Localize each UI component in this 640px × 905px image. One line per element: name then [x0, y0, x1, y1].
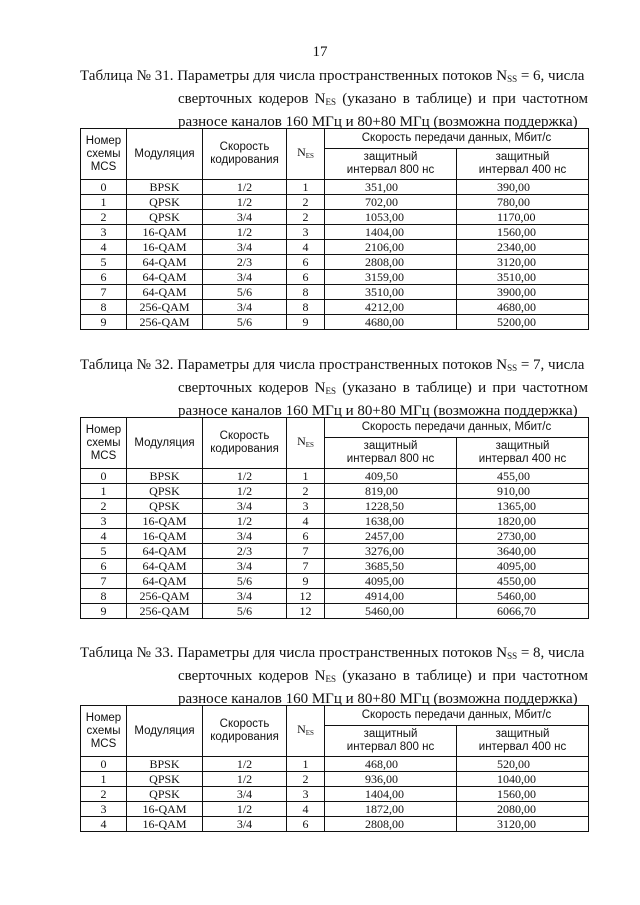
- modulation-cell: 16-QAM: [127, 514, 203, 529]
- coding-rate-cell: 1/2: [203, 195, 287, 210]
- coding-rate-cell: 3/4: [203, 787, 287, 802]
- coding-rate-cell: 1/2: [203, 802, 287, 817]
- nes-cell: 1: [287, 469, 325, 484]
- modulation-cell: 256-QAM: [127, 300, 203, 315]
- table-row: [81, 195, 589, 210]
- nes-cell: 12: [287, 589, 325, 604]
- header-modulation: Модуляция: [127, 706, 203, 757]
- header-gi-400: защитный интервал 400 нс: [457, 438, 589, 469]
- rate-800ns-cell: 4680,00: [325, 315, 457, 330]
- coding-rate-cell: 1/2: [203, 469, 287, 484]
- rate-800ns-cell: 3510,00: [325, 285, 457, 300]
- mcs-cell: 5: [81, 255, 127, 270]
- mcs-cell: 0: [81, 180, 127, 195]
- nes-cell: 4: [287, 802, 325, 817]
- header-nes: $N_{ES}$: [287, 418, 325, 469]
- coding-rate-cell: 3/4: [203, 589, 287, 604]
- table-row: [81, 604, 589, 619]
- table-row: [81, 270, 589, 285]
- header-coding-rate: Скорость кодирования: [203, 129, 287, 180]
- rate-400ns-cell: 2340,00: [457, 240, 589, 255]
- coding-rate-cell: 5/6: [203, 315, 287, 330]
- rate-400ns-cell: 5200,00: [457, 315, 589, 330]
- modulation-cell: 64-QAM: [127, 544, 203, 559]
- header-mcs: Номер схемы MCS: [81, 706, 127, 757]
- rate-400ns-cell: 3120,00: [457, 255, 589, 270]
- coding-rate-cell: 2/3: [203, 544, 287, 559]
- coding-rate-cell: 1/2: [203, 514, 287, 529]
- mcs-cell: 9: [81, 604, 127, 619]
- rate-400ns-cell: 910,00: [457, 484, 589, 499]
- rate-800ns-cell: 1404,00: [325, 225, 457, 240]
- nes-cell: 9: [287, 574, 325, 589]
- rate-800ns-cell: 702,00: [325, 195, 457, 210]
- modulation-cell: QPSK: [127, 772, 203, 787]
- rate-800ns-cell: 5460,00: [325, 604, 457, 619]
- header-modulation: Модуляция: [127, 418, 203, 469]
- modulation-cell: 16-QAM: [127, 225, 203, 240]
- modulation-cell: 256-QAM: [127, 315, 203, 330]
- mcs-cell: 2: [81, 499, 127, 514]
- modulation-cell: 64-QAM: [127, 574, 203, 589]
- table-row: [81, 772, 589, 787]
- coding-rate-cell: 1/2: [203, 180, 287, 195]
- rate-400ns-cell: 780,00: [457, 195, 589, 210]
- rate-800ns-cell: 1638,00: [325, 514, 457, 529]
- nes-cell: 12: [287, 604, 325, 619]
- rate-400ns-cell: 520,00: [457, 757, 589, 772]
- table-caption: Таблица № 32. Параметры для числа пространственных потоков $N_{SS} = 7$, числа сверточных кодеров $N_{ES}$ (указано в таблице) и при частотном разносе каналов 160 МГц и 80+80 МГц (возможна поддержка): [80, 357, 588, 419]
- table-row: [81, 300, 589, 315]
- rate-800ns-cell: 1053,00: [325, 210, 457, 225]
- mcs-cell: 8: [81, 589, 127, 604]
- mcs-cell: 3: [81, 802, 127, 817]
- modulation-cell: QPSK: [127, 210, 203, 225]
- header-nes: $N_{ES}$: [287, 129, 325, 180]
- nes-cell: 1: [287, 180, 325, 195]
- modulation-cell: 16-QAM: [127, 240, 203, 255]
- nes-cell: 8: [287, 300, 325, 315]
- data-rate-table: [80, 128, 589, 330]
- header-modulation: Модуляция: [127, 129, 203, 180]
- rate-800ns-cell: 2808,00: [325, 255, 457, 270]
- coding-rate-cell: 3/4: [203, 559, 287, 574]
- table-row: [81, 255, 589, 270]
- mcs-cell: 8: [81, 300, 127, 315]
- page-number: 17: [312, 44, 328, 60]
- header-mcs: Номер схемы MCS: [81, 129, 127, 180]
- nes-cell: 9: [287, 315, 325, 330]
- header-data-rate: Скорость передачи данных, Мбит/с: [325, 418, 589, 438]
- nes-cell: 6: [287, 529, 325, 544]
- data-rate-table: [80, 417, 589, 619]
- rate-400ns-cell: 3120,00: [457, 817, 589, 832]
- mcs-cell: 6: [81, 559, 127, 574]
- header-coding-rate: Скорость кодирования: [203, 706, 287, 757]
- header-data-rate: Скорость передачи данных, Мбит/с: [325, 706, 589, 726]
- coding-rate-cell: 5/6: [203, 604, 287, 619]
- mcs-cell: 7: [81, 574, 127, 589]
- rate-400ns-cell: 5460,00: [457, 589, 589, 604]
- mcs-cell: 1: [81, 195, 127, 210]
- rate-400ns-cell: 3900,00: [457, 285, 589, 300]
- coding-rate-cell: 1/2: [203, 772, 287, 787]
- rate-800ns-cell: 819,00: [325, 484, 457, 499]
- mcs-cell: 3: [81, 514, 127, 529]
- header-mcs: Номер схемы MCS: [81, 418, 127, 469]
- table-row: [81, 469, 589, 484]
- rate-800ns-cell: 409,50: [325, 469, 457, 484]
- modulation-cell: 256-QAM: [127, 589, 203, 604]
- rate-400ns-cell: 1560,00: [457, 225, 589, 240]
- table-row: [81, 225, 589, 240]
- modulation-cell: 64-QAM: [127, 255, 203, 270]
- nes-cell: 2: [287, 484, 325, 499]
- rate-400ns-cell: 455,00: [457, 469, 589, 484]
- nes-cell: 6: [287, 817, 325, 832]
- table-caption: Таблица № 33. Параметры для числа пространственных потоков $N_{SS} = 8$, числа сверточных кодеров $N_{ES}$ (указано в таблице) и при частотном разносе каналов 160 МГц и 80+80 МГц (возможна поддержка): [80, 645, 588, 707]
- modulation-cell: 64-QAM: [127, 270, 203, 285]
- rate-800ns-cell: 1404,00: [325, 787, 457, 802]
- table-row: [81, 514, 589, 529]
- table-row: [81, 559, 589, 574]
- rate-400ns-cell: 2730,00: [457, 529, 589, 544]
- table-row: [81, 529, 589, 544]
- coding-rate-cell: 3/4: [203, 499, 287, 514]
- rate-800ns-cell: 2106,00: [325, 240, 457, 255]
- modulation-cell: QPSK: [127, 787, 203, 802]
- mcs-cell: 2: [81, 210, 127, 225]
- rate-800ns-cell: 2457,00: [325, 529, 457, 544]
- nes-cell: 4: [287, 240, 325, 255]
- header-gi-800: защитный интервал 800 нс: [325, 149, 457, 180]
- table-row: [81, 210, 589, 225]
- rate-400ns-cell: 3640,00: [457, 544, 589, 559]
- modulation-cell: QPSK: [127, 499, 203, 514]
- table-row: [81, 285, 589, 300]
- nes-cell: 2: [287, 195, 325, 210]
- modulation-cell: BPSK: [127, 469, 203, 484]
- nes-cell: 2: [287, 772, 325, 787]
- rate-800ns-cell: 4212,00: [325, 300, 457, 315]
- nes-cell: 6: [287, 255, 325, 270]
- coding-rate-cell: 3/4: [203, 210, 287, 225]
- modulation-cell: 64-QAM: [127, 559, 203, 574]
- rate-400ns-cell: 1560,00: [457, 787, 589, 802]
- rate-400ns-cell: 1365,00: [457, 499, 589, 514]
- mcs-cell: 0: [81, 469, 127, 484]
- mcs-cell: 4: [81, 529, 127, 544]
- table-row: [81, 757, 589, 772]
- rate-800ns-cell: 3159,00: [325, 270, 457, 285]
- nes-cell: 2: [287, 210, 325, 225]
- table-row: [81, 787, 589, 802]
- rate-400ns-cell: 1040,00: [457, 772, 589, 787]
- nes-cell: 4: [287, 514, 325, 529]
- header-gi-400: защитный интервал 400 нс: [457, 149, 589, 180]
- nes-cell: 1: [287, 757, 325, 772]
- nes-cell: 6: [287, 270, 325, 285]
- mcs-cell: 1: [81, 772, 127, 787]
- modulation-cell: 16-QAM: [127, 529, 203, 544]
- nes-cell: 7: [287, 559, 325, 574]
- nes-cell: 3: [287, 499, 325, 514]
- rate-400ns-cell: 1170,00: [457, 210, 589, 225]
- modulation-cell: 256-QAM: [127, 604, 203, 619]
- modulation-cell: QPSK: [127, 195, 203, 210]
- coding-rate-cell: 1/2: [203, 225, 287, 240]
- nes-cell: 3: [287, 787, 325, 802]
- table-row: [81, 180, 589, 195]
- rate-800ns-cell: 1228,50: [325, 499, 457, 514]
- coding-rate-cell: 3/4: [203, 300, 287, 315]
- mcs-cell: 4: [81, 817, 127, 832]
- table-row: [81, 240, 589, 255]
- rate-400ns-cell: 4095,00: [457, 559, 589, 574]
- table-row: [81, 315, 589, 330]
- rate-800ns-cell: 3276,00: [325, 544, 457, 559]
- table-row: [81, 499, 589, 514]
- mcs-cell: 4: [81, 240, 127, 255]
- coding-rate-cell: 3/4: [203, 240, 287, 255]
- rate-400ns-cell: 4550,00: [457, 574, 589, 589]
- coding-rate-cell: 3/4: [203, 529, 287, 544]
- coding-rate-cell: 1/2: [203, 757, 287, 772]
- coding-rate-cell: 5/6: [203, 285, 287, 300]
- table-row: [81, 589, 589, 604]
- rate-400ns-cell: 1820,00: [457, 514, 589, 529]
- mcs-cell: 5: [81, 544, 127, 559]
- header-gi-400: защитный интервал 400 нс: [457, 726, 589, 757]
- rate-800ns-cell: 351,00: [325, 180, 457, 195]
- modulation-cell: 16-QAM: [127, 802, 203, 817]
- nes-cell: 7: [287, 544, 325, 559]
- rate-400ns-cell: 3510,00: [457, 270, 589, 285]
- header-gi-800: защитный интервал 800 нс: [325, 438, 457, 469]
- mcs-cell: 0: [81, 757, 127, 772]
- nes-cell: 3: [287, 225, 325, 240]
- table-row: [81, 802, 589, 817]
- table-row: [81, 574, 589, 589]
- modulation-cell: QPSK: [127, 484, 203, 499]
- coding-rate-cell: 3/4: [203, 270, 287, 285]
- mcs-cell: 7: [81, 285, 127, 300]
- table-caption: Таблица № 31. Параметры для числа пространственных потоков $N_{SS} = 6$, числа сверточных кодеров $N_{ES}$ (указано в таблице) и при частотном разносе каналов 160 МГц и 80+80 МГц (возможна поддержка): [80, 68, 588, 130]
- rate-800ns-cell: 2808,00: [325, 817, 457, 832]
- rate-800ns-cell: 3685,50: [325, 559, 457, 574]
- mcs-cell: 6: [81, 270, 127, 285]
- header-coding-rate: Скорость кодирования: [203, 418, 287, 469]
- header-data-rate: Скорость передачи данных, Мбит/с: [325, 129, 589, 149]
- rate-800ns-cell: 1872,00: [325, 802, 457, 817]
- table-row: [81, 544, 589, 559]
- mcs-cell: 9: [81, 315, 127, 330]
- coding-rate-cell: 3/4: [203, 817, 287, 832]
- mcs-cell: 1: [81, 484, 127, 499]
- rate-800ns-cell: 936,00: [325, 772, 457, 787]
- rate-400ns-cell: 6066,70: [457, 604, 589, 619]
- modulation-cell: 64-QAM: [127, 285, 203, 300]
- rate-400ns-cell: 390,00: [457, 180, 589, 195]
- modulation-cell: BPSK: [127, 180, 203, 195]
- table-row: [81, 817, 589, 832]
- modulation-cell: BPSK: [127, 757, 203, 772]
- coding-rate-cell: 1/2: [203, 484, 287, 499]
- rate-800ns-cell: 4914,00: [325, 589, 457, 604]
- data-rate-table: [80, 705, 589, 832]
- coding-rate-cell: 2/3: [203, 255, 287, 270]
- table-row: [81, 484, 589, 499]
- rate-400ns-cell: 4680,00: [457, 300, 589, 315]
- rate-800ns-cell: 468,00: [325, 757, 457, 772]
- modulation-cell: 16-QAM: [127, 817, 203, 832]
- rate-400ns-cell: 2080,00: [457, 802, 589, 817]
- header-gi-800: защитный интервал 800 нс: [325, 726, 457, 757]
- mcs-cell: 3: [81, 225, 127, 240]
- rate-800ns-cell: 4095,00: [325, 574, 457, 589]
- coding-rate-cell: 5/6: [203, 574, 287, 589]
- nes-cell: 8: [287, 285, 325, 300]
- mcs-cell: 2: [81, 787, 127, 802]
- header-nes: $N_{ES}$: [287, 706, 325, 757]
